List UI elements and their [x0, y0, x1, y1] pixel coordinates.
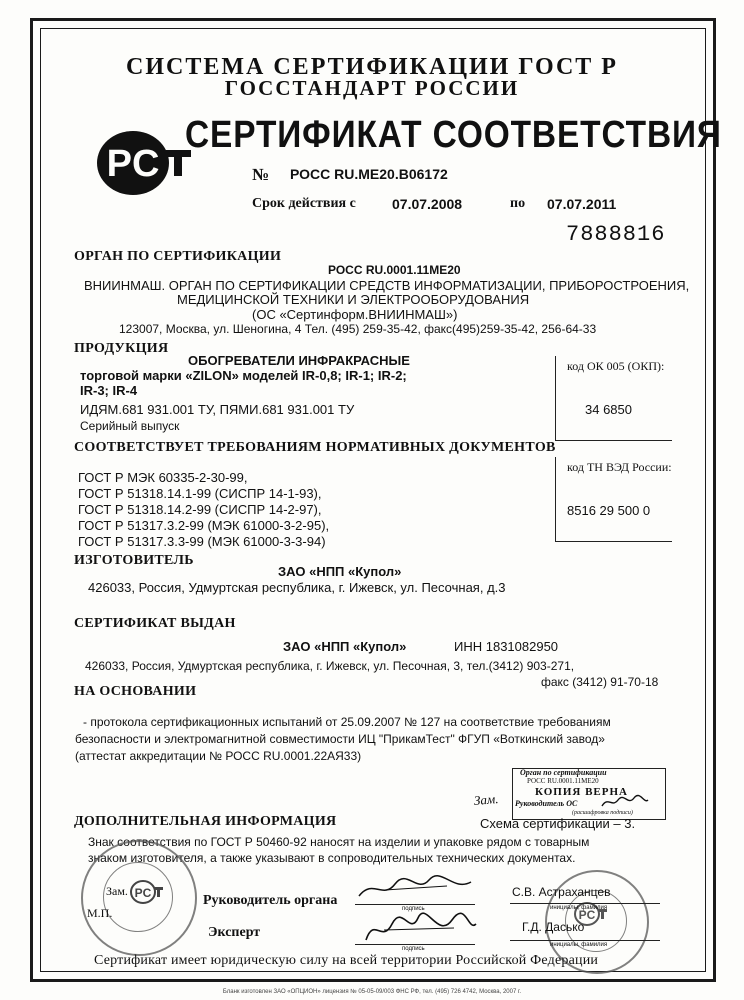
stamp-line1: Орган по сертификации	[520, 768, 607, 777]
product-release: Серийный выпуск	[80, 419, 180, 433]
organ-line1: ВНИИНМАШ. ОРГАН ПО СЕРТИФИКАЦИИ СРЕДСТВ ИНФОРМАТИЗАЦИИ, ПРИБОРОСТРОЕНИЯ,	[84, 278, 690, 293]
head-name-line	[510, 903, 660, 904]
system-title-line1: СИСТЕМА СЕРТИФИКАЦИИ ГОСТ Р	[126, 54, 618, 80]
okp-label: код ОК 005 (ОКП):	[567, 359, 665, 373]
svg-text:PC: PC	[578, 908, 596, 922]
standards-heading: СООТВЕТСТВУЕТ ТРЕБОВАНИЯМ НОРМАТИВНЫХ ДОКУМЕНТОВ	[74, 440, 556, 455]
rst-logo	[95, 128, 195, 198]
stamp-zam: Зам.	[473, 790, 500, 809]
issued-address: 426033, Россия, Удмуртская республика, г. Ижевск, ул. Песочная, 3, тел.(3412) 903-271,	[85, 659, 575, 673]
standard-item: ГОСТ Р МЭК 60335-2-30-99,	[78, 470, 248, 485]
expert-name-line	[510, 940, 660, 941]
standard-item: ГОСТ Р 51318.14.2-99 (СИСПР 14-2-97),	[78, 502, 322, 517]
organ-line3: (ОС «Сертинформ.ВНИИНМАШ»)	[252, 307, 458, 322]
manufacturer-heading: ИЗГОТОВИТЕЛЬ	[74, 553, 194, 568]
basis-heading: НА ОСНОВАНИИ	[74, 684, 197, 699]
product-name: ОБОГРЕВАТЕЛИ ИНФРАКРАСНЫЕ	[188, 353, 410, 368]
basis-line2: безопасности и электромагнитной совместимости ИЦ "ПрикамТест" ФГУП «Воткинский завод»	[75, 732, 605, 746]
additional-line2: знаком изготовителя, а также указывают в сопроводительных технических документах.	[88, 851, 576, 865]
svg-text:PC: PC	[106, 143, 160, 185]
serial-number: 7888816	[566, 222, 666, 247]
expert-initials-caption: инициалы, фамилия	[550, 942, 608, 948]
expert-podpis-caption: подпись	[402, 946, 425, 952]
certificate-title: СЕРТИФИКАТ СООТВЕТСТВИЯ	[185, 114, 722, 156]
basis-line3: (аттестат аккредитации № РОСС RU.0001.22АЯ33)	[75, 749, 362, 763]
legal-validity-text: Сертификат имеет юридическую силу на всей территории Российской Федерации	[94, 953, 599, 968]
certificate-number: РОСС RU.МЕ20.В06172	[290, 166, 448, 182]
expert-signature-line	[355, 944, 475, 945]
tnved-label: код ТН ВЭД России:	[567, 460, 672, 474]
head-label: Руководитель органа	[203, 893, 338, 908]
expert-name: Г.Д. Дасько	[522, 920, 585, 934]
manufacturer-address: 426033, Россия, Удмуртская республика, г. Ижевск, ул. Песочная, д.3	[88, 580, 506, 595]
product-heading: ПРОДУКЦИЯ	[74, 341, 169, 356]
expert-label: Эксперт	[208, 925, 261, 940]
number-label: №	[252, 165, 270, 184]
to-label: по	[510, 196, 526, 211]
valid-to: 07.07.2011	[547, 196, 617, 212]
print-footer: Бланк изготовлен ЗАО «ОПЦИОН» лицензия № 05-05-09/003 ФНС РФ, тел. (495) 726 4742, Москва, 2007 г.	[222, 989, 522, 995]
stamp-signature	[600, 794, 650, 815]
system-title-line2: ГОССТАНДАРТ РОССИИ	[224, 76, 520, 100]
issued-fax: факс (3412) 91-70-18	[541, 675, 659, 689]
head-name: С.В. Астраханцев	[512, 885, 611, 899]
tnved-value: 8516 29 500 0	[567, 503, 651, 518]
svg-text:PC: PC	[134, 886, 152, 900]
stamp-line2: РОСС RU.0001.11МЕ20	[527, 777, 599, 785]
additional-line1: Знак соответствия по ГОСТ Р 50460-92 наносят на изделии и упаковке рядом с товарным	[88, 835, 590, 849]
organ-address: 123007, Москва, ул. Шеногина, 4 Тел. (495) 259-35-42, факс(495)259-35-42, 256-64-33	[119, 322, 597, 336]
okp-value: 34 6850	[585, 402, 632, 417]
signature-zam: Зам.	[106, 884, 128, 898]
product-models-line1: торговой марки «ZILON» моделей IR-0,8; IR-1; IR-2;	[80, 368, 407, 383]
standard-item: ГОСТ Р 51318.14.1-99 (СИСПР 14-1-93),	[78, 486, 322, 501]
validity-label: Срок действия с	[252, 196, 356, 211]
additional-heading: ДОПОЛНИТЕЛЬНАЯ ИНФОРМАЦИЯ	[74, 814, 337, 829]
organ-heading: ОРГАН ПО СЕРТИФИКАЦИИ	[74, 249, 282, 264]
standard-item: ГОСТ Р 51317.3.2-99 (МЭК 61000-3-2-95),	[78, 518, 330, 533]
issued-inn: ИНН 1831082950	[454, 639, 559, 654]
additional-scheme: Схема сертификации – 3.	[480, 816, 636, 831]
stamp-line5: (расшифровка подписи)	[572, 810, 633, 816]
head-initials-caption: инициалы, фамилия	[550, 905, 608, 911]
stamp-line3: КОПИЯ ВЕРНА	[535, 786, 628, 798]
head-signature-line	[355, 904, 475, 905]
issued-name: ЗАО «НПП «Купол»	[283, 639, 407, 654]
basis-line1: - протокола сертификационных испытаний от 25.09.2007 № 127 на соответствие требованиям	[83, 715, 611, 729]
seal-mp: М.П.	[87, 906, 113, 920]
standard-item: ГОСТ Р 51317.3.3-99 (МЭК 61000-3-3-94)	[78, 534, 326, 549]
product-models-line2: IR-3; IR-4	[80, 383, 138, 398]
product-tu: ИДЯМ.681 931.001 ТУ, ПЯМИ.681 931.001 ТУ	[80, 402, 355, 417]
organ-line2: МЕДИЦИНСКОЙ ТЕХНИКИ И ЭЛЕКТРООБОРУДОВАНИЯ	[177, 292, 530, 307]
valid-from: 07.07.2008	[392, 196, 463, 212]
issued-heading: СЕРТИФИКАТ ВЫДАН	[74, 616, 236, 631]
manufacturer-name: ЗАО «НПП «Купол»	[278, 564, 402, 579]
organ-code: РОСС RU.0001.11МЕ20	[328, 263, 461, 277]
head-podpis-caption: подпись	[402, 906, 425, 912]
stamp-line4: Руководитель ОС	[515, 799, 578, 808]
rst-seal-icon	[130, 878, 164, 911]
